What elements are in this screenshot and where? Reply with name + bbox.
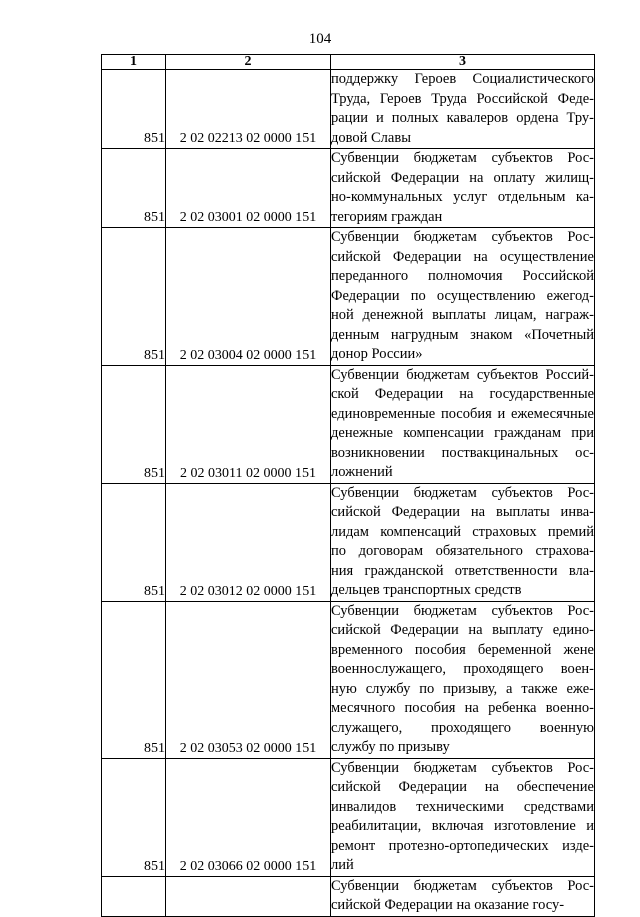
- description-cell: [331, 483, 595, 601]
- page-number: 104: [308, 31, 332, 47]
- table-row: [102, 149, 595, 228]
- description-line: ной денежной выплаты лицам, награж-: [331, 307, 594, 323]
- description-cell: [331, 758, 595, 876]
- column-header-1: 1: [102, 55, 166, 70]
- description-line: служащего, проходящего военную: [331, 719, 594, 736]
- budget-code-cell: 2 02 03012 02 0000 151: [166, 483, 331, 601]
- description-line: донор России»: [331, 346, 423, 362]
- column-header-3: 3: [331, 55, 595, 70]
- description-line: сийской Федерации на обеспечение: [331, 779, 594, 795]
- table-row: [102, 601, 595, 758]
- description-line: тегориям граждан: [331, 208, 443, 225]
- description-line: Субвенции бюджетам субъектов Рос-: [331, 150, 594, 166]
- description-cell: [331, 149, 595, 228]
- table-row: [102, 876, 595, 916]
- admin-code-cell: 851: [102, 483, 166, 601]
- description-line: переданного полномочия Российской: [331, 268, 594, 284]
- description-line: возникновении поствакцинальных ос-: [331, 444, 594, 461]
- admin-code-cell: 851: [102, 228, 166, 366]
- description-line: сийской Федерации на оплату жилищ-: [331, 169, 594, 186]
- table-row: [102, 365, 595, 483]
- table-body: [102, 70, 595, 917]
- description-line: дельцев транспортных средств: [331, 582, 522, 598]
- description-line: Субвенции бюджетам субъектов Рос-: [331, 229, 594, 245]
- column-header-2: 2: [166, 55, 331, 70]
- description-line: месячного пособия на ребенка военно-: [331, 700, 594, 716]
- budget-code-cell: 2 02 03066 02 0000 151: [166, 758, 331, 876]
- admin-code-cell: 851: [102, 365, 166, 483]
- description-cell: [331, 70, 595, 149]
- budget-code-cell: 2 02 03004 02 0000 151: [166, 228, 331, 366]
- description-line: ложнений: [331, 464, 393, 480]
- description-line: поддержку Героев Социалистического: [331, 71, 594, 87]
- description-line: денежные компенсации гражданам при: [331, 425, 594, 441]
- admin-code-cell: 851: [102, 70, 166, 149]
- description-cell: [331, 876, 595, 916]
- description-line: ремонт протезно-ортопедических изде-: [331, 837, 594, 854]
- budget-code-cell: 2 02 02213 02 0000 151: [166, 70, 331, 149]
- description-cell: [331, 365, 595, 483]
- description-line: Субвенции бюджетам субъектов Рос-: [331, 759, 594, 776]
- budget-code-cell: 2 02 03011 02 0000 151: [166, 365, 331, 483]
- description-line: инвалидов техническими средствами: [331, 798, 594, 815]
- description-line: реабилитации, включая изготовление и: [331, 818, 594, 834]
- description-line: ской Федерации на государственные: [331, 386, 594, 402]
- description-line: военнослужащего, проходящего воен-: [331, 661, 594, 677]
- table-header-row: [102, 55, 595, 70]
- table-row: [102, 228, 595, 366]
- description-line: Субвенции бюджетам субъектов Рос-: [331, 484, 594, 501]
- budget-classification-table: [101, 54, 595, 917]
- description-line: Субвенции бюджетам субъектов Рос-: [331, 602, 594, 619]
- description-line: лидам компенсаций страховых премий: [331, 523, 594, 540]
- admin-code-cell: 851: [102, 601, 166, 758]
- description-line: Труда, Героев Труда Российской Феде-: [331, 90, 594, 107]
- description-line: сийской Федерации на выплаты инва-: [331, 504, 594, 520]
- table-row: [102, 758, 595, 876]
- description-line: рации и полных кавалеров ордена Тру-: [331, 110, 594, 126]
- description-line: денным нагрудным знаком «Почетный: [331, 326, 594, 343]
- budget-code-cell: [166, 876, 331, 916]
- description-cell: [331, 228, 595, 366]
- description-line: временного пособия беременной жене: [331, 641, 594, 658]
- budget-code-cell: 2 02 03001 02 0000 151: [166, 149, 331, 228]
- description-line: ную службу по призыву, а также еже-: [331, 680, 594, 697]
- description-line: единовременные пособия и ежемесячные: [331, 405, 594, 422]
- description-line: службу по призыву: [331, 739, 450, 755]
- description-line: сийской Федерации на выплату едино-: [331, 622, 594, 638]
- description-line: сийской Федерации на осуществление: [331, 248, 594, 265]
- admin-code-cell: 851: [102, 149, 166, 228]
- description-line: Субвенции бюджетам субъектов Россий-: [331, 366, 594, 383]
- description-line: по договорам обязательного страхова-: [331, 543, 594, 559]
- description-line: Субвенции бюджетам субъектов Рос-: [331, 877, 594, 894]
- description-line: но-коммунальных услуг отдельным ка-: [331, 189, 594, 205]
- description-line: сийской Федерации на оказание госу-: [331, 897, 565, 913]
- description-line: ния гражданской ответственности вла-: [331, 562, 594, 579]
- description-line: лий: [331, 857, 354, 873]
- table-row: [102, 70, 595, 149]
- description-line: довой Славы: [331, 129, 411, 146]
- budget-code-cell: 2 02 03053 02 0000 151: [166, 601, 331, 758]
- table-row: [102, 483, 595, 601]
- admin-code-cell: 851: [102, 758, 166, 876]
- description-line: Федерации по осуществлению ежегод-: [331, 287, 594, 304]
- admin-code-cell: [102, 876, 166, 916]
- description-cell: [331, 601, 595, 758]
